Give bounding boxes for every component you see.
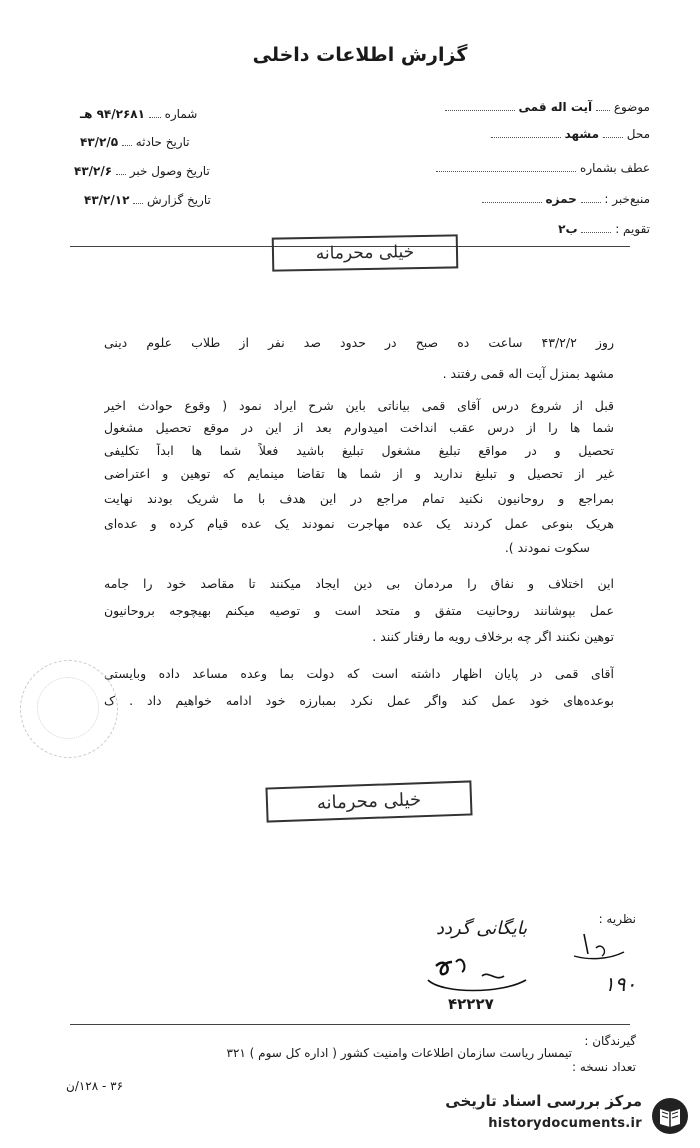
reference-row: [436, 161, 650, 175]
faded-seal: [20, 660, 118, 758]
received-date-value: ۴۳/۲/۶: [74, 164, 113, 178]
document-code: ۳۶ - ۱۲۸/ن: [66, 1079, 124, 1093]
footer-divider: [70, 1024, 630, 1025]
number-row: [80, 107, 197, 121]
handwritten-side-number: ۱۹۰: [604, 972, 637, 996]
body-line: شما ها را از درس عقب انداخت امیدوارم بعد از این در موقع تحصیل مشغول: [104, 420, 614, 435]
number-label: شماره: [164, 107, 198, 121]
recipient-value: تیمسار ریاست سازمان اطلاعات وامنیت کشور ( اداره کل سوم ) ۳۲۱: [226, 1046, 572, 1060]
body-line: قبل از شروع درس آقای قمی بیاناتی باین شرح ایراد نمود ( وقوع حوادث اخیر: [104, 398, 614, 413]
body-line: بوعده‌های خود عمل کند واگر عمل نکرد بمبارزه خود ادامه خواهیم داد . ک: [104, 693, 614, 708]
source-value: حمزه: [545, 192, 577, 206]
marginal-mark-icon: [568, 926, 628, 966]
body-line: آقای قمی در پایان اظهار داشته است که دولت بما وعده مساعد داده وبایستی: [104, 666, 614, 681]
source-label: منبع‌خبر :: [604, 192, 650, 206]
report-date-row: [84, 193, 211, 207]
received-date-row: [74, 164, 210, 178]
handwritten-number: ۴۲۲۲۷: [448, 995, 494, 1013]
source-row: [482, 192, 650, 206]
body-line: غیر از تحصیل و تبلیغ ندارید و از شما ها تقاضا مینمایم که توهین و اعتراضی: [104, 466, 614, 481]
place-row: [491, 127, 650, 141]
body-line: روز ۴۳/۲/۲ ساعت ده صبح در حدود صد نفر از طلاب علوم دینی: [104, 335, 614, 350]
body-line: هریک بنوعی عمل کردند یک عده مهاجرت نمودند یک عده قیام کرده و عده‌ای: [104, 516, 614, 531]
body-line: عمل بپوشانند روحانیت متفق و متحد است و توصیه میکنم بهیچوجه بروحانیون: [104, 603, 614, 618]
archive-book-icon: [650, 1096, 690, 1136]
opinion-label: نظریه :: [598, 912, 636, 926]
page-title: گزارش اطلاعات داخلی: [252, 44, 468, 66]
body-line: توهین نکنند اگر چه برخلاف رویه ما رفتار کنند .: [372, 629, 614, 644]
incident-date-label: تاریخ حادثه: [135, 135, 190, 149]
handwritten-note: بایگانی گردد: [436, 918, 528, 939]
received-date-label: تاریخ وصول خبر: [129, 164, 210, 178]
incident-date-row: [80, 135, 190, 149]
recipients-label: گیرندگان :: [584, 1034, 636, 1048]
incident-date-value: ۴۳/۲/۵: [80, 135, 119, 149]
subject-value: آیت اله قمی: [518, 100, 593, 114]
archive-logo: [380, 1090, 696, 1142]
evaluation-row: [558, 222, 650, 236]
archive-logo-url: historydocuments.ir: [488, 1116, 642, 1131]
confidential-stamp-bottom: خیلی محرمانه: [265, 780, 472, 822]
number-value: ۹۴/۲۶۸۱ هـ: [80, 107, 145, 121]
subject-row: [445, 100, 650, 114]
body-line: مشهد بمنزل آیت اله قمی رفتند .: [442, 366, 614, 381]
evaluation-label: تقویم :: [615, 222, 650, 236]
place-value: مشهد: [564, 127, 600, 141]
confidential-stamp-top: خیلی محرمانه: [272, 234, 459, 271]
evaluation-value: ب۲: [558, 222, 578, 236]
body-line: بمراجع و روحانیون نکنید تمام مراجع در این هدف با ما شریک بودند نهایت: [104, 491, 614, 506]
body-line: این اختلاف و نفاق را مردمان بی دین ایجاد میکنند تا مقاصد خود را جامه: [104, 576, 614, 591]
body-line: سکوت نمودند ).: [504, 540, 590, 555]
place-label: محل: [626, 127, 650, 141]
report-date-value: ۴۳/۲/۱۲: [84, 193, 130, 207]
subject-label: موضوع: [613, 100, 650, 114]
body-line: تحصیل و در مواقع تبلیغ مشغول تبلیغ باشید فعلاً شما ها ابداً تکلیفی: [104, 443, 614, 458]
archive-logo-name: مرکز بررسی اسناد تاریخی: [445, 1092, 642, 1110]
copies-label: تعداد نسخه :: [571, 1060, 636, 1074]
report-date-label: تاریخ گزارش: [147, 193, 211, 207]
reference-label: عطف بشماره: [580, 161, 650, 175]
